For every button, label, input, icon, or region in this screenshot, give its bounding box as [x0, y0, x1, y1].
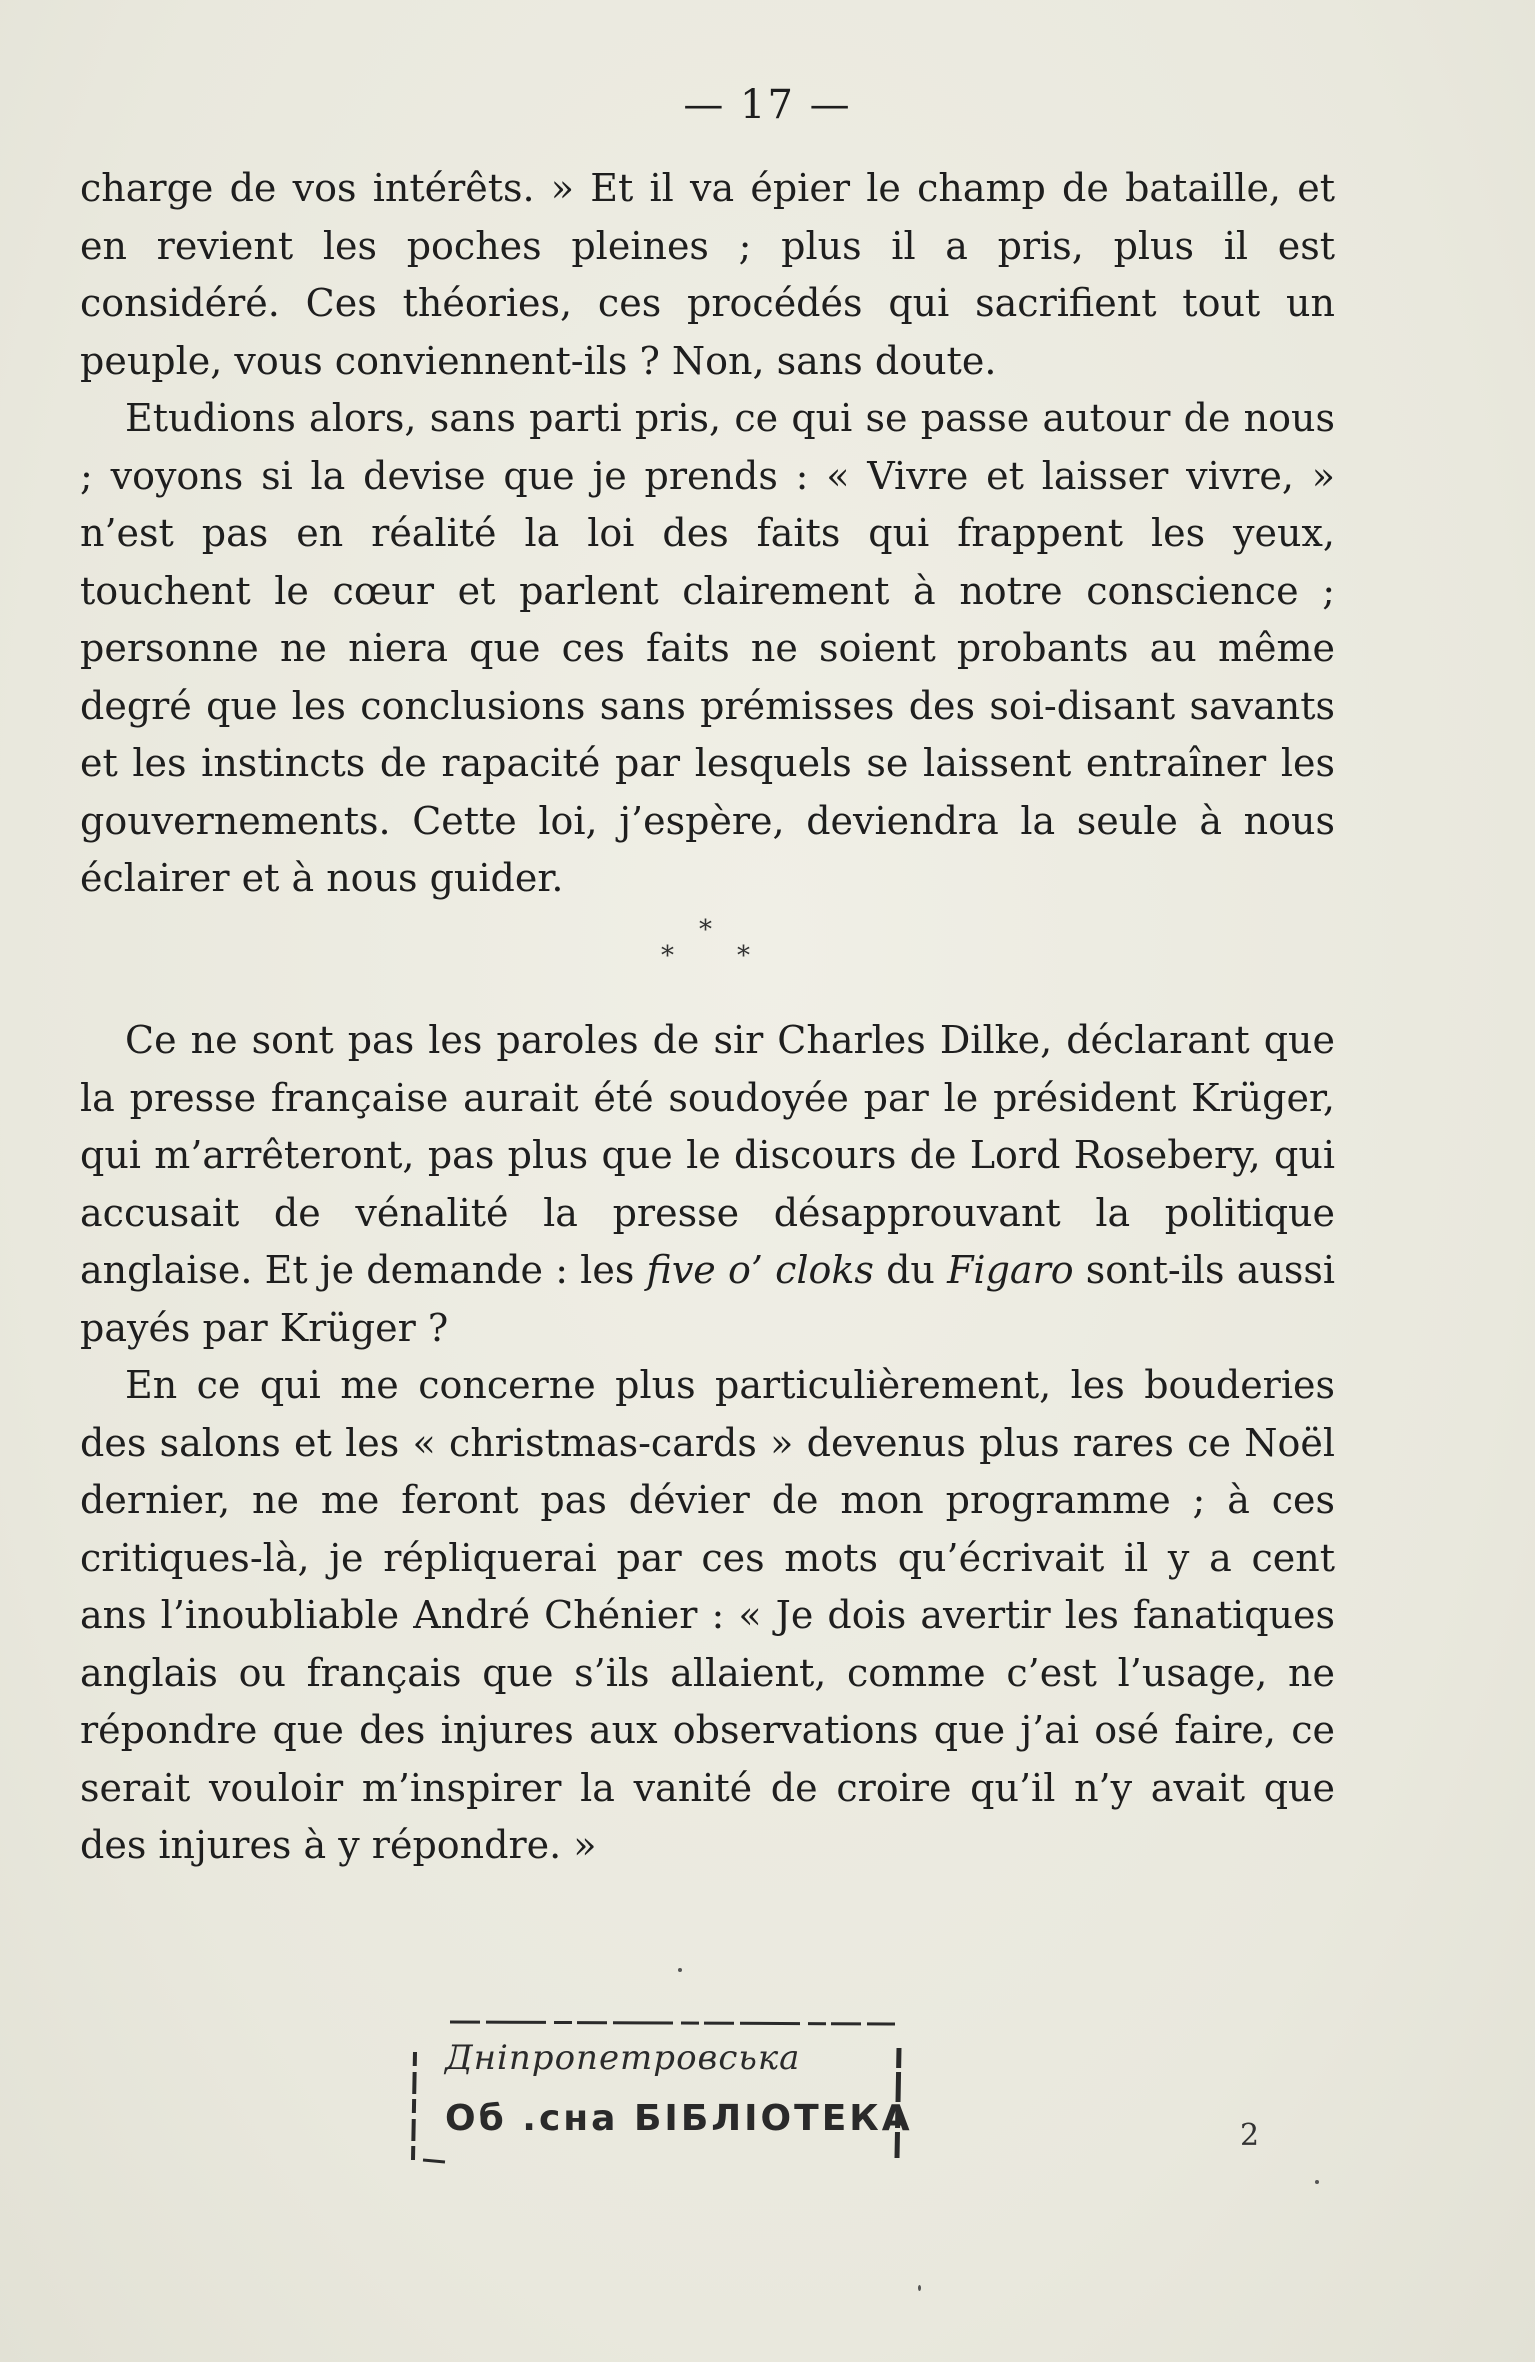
signature-mark: 2: [1240, 2118, 1260, 2153]
paragraph-3-part-c: sont-ils aussi payés par Krüger ?: [80, 1248, 1335, 1350]
stamp-frame-icon: [405, 2010, 910, 2170]
text-block-bottom: [80, 1012, 1335, 1875]
paper-speck: [918, 2285, 921, 2291]
five-oclocks-italic: five o’ cloks: [646, 1248, 874, 1292]
stamp-text-line1: Днiпропетровська: [445, 2038, 801, 2078]
stamp-text-line2: Об .сна БIБЛIОТЕКА: [445, 2098, 913, 2139]
section-separator: [655, 915, 775, 975]
paragraph-3-part-a: Ce ne sont pas les paroles de sir Charles Dilke, déclarant que la presse française aurait été soudoyée par le président Krüger, qui m’arrêteront, pas plus que le discours de Lord Rosebery, qui accusait de vénalité la presse désapprouvant la politique anglaise. Et je demande : les: [80, 1018, 1335, 1292]
separator-star-right: *: [737, 941, 750, 971]
paragraph-1: charge de vos intérêts. » Et il va épier le champ de bataille, et en revient les poches pleines ; plus il a pris, plus il est considéré. Ces théories, ces procédés qui sacrifient tout un peuple, vous conviennent-ils ? Non, sans doute.: [80, 166, 1335, 383]
paper-speck: [1315, 2180, 1319, 2184]
figaro-italic: Figaro: [947, 1248, 1074, 1292]
separator-star-top: *: [699, 915, 712, 945]
library-stamp: [405, 2010, 913, 2170]
paper-speck: [678, 1968, 682, 1972]
paragraph-4: En ce qui me concerne plus particulièrement, les bouderies des salons et les « christmas-cards » devenus plus rares ce Noël dernier, ne me feront pas dévier de mon programme ; à ces critiques-là, je répliquerai par ces mots qu’écrivait il y a cent ans l’inoubliable André Chénier : « Je dois avertir les fanatiques anglais ou français que s’ils allaient, comme c’est l’usage, ne répondre que des injures aux observations que j’ai osé faire, ce serait vouloir m’inspirer la vanité de croire qu’il n’y avait que des injures à y répondre. »: [80, 1363, 1335, 1867]
page-number: — 17 —: [683, 82, 852, 128]
text-block-top: [80, 160, 1335, 908]
paragraph-2: Etudions alors, sans parti pris, ce qui se passe autour de nous ; voyons si la devise que je prends : « Vivre et laisser vivre, » n’est pas en réalité la loi des faits qui frappent les yeux, touchent le cœur et parlent clairement à notre conscience ; personne ne niera que ces faits ne soient probants au même degré que les conclusions sans prémisses des soi-disant savants et les instincts de rapacité par lesquels se laissent entraîner les gouvernements. Cette loi, j’espère, deviendra la seule à nous éclairer et à nous guider.: [80, 396, 1335, 900]
separator-star-left: *: [661, 941, 674, 971]
paragraph-3: [80, 1012, 1335, 1357]
paragraph-3-part-b: du: [873, 1248, 948, 1292]
